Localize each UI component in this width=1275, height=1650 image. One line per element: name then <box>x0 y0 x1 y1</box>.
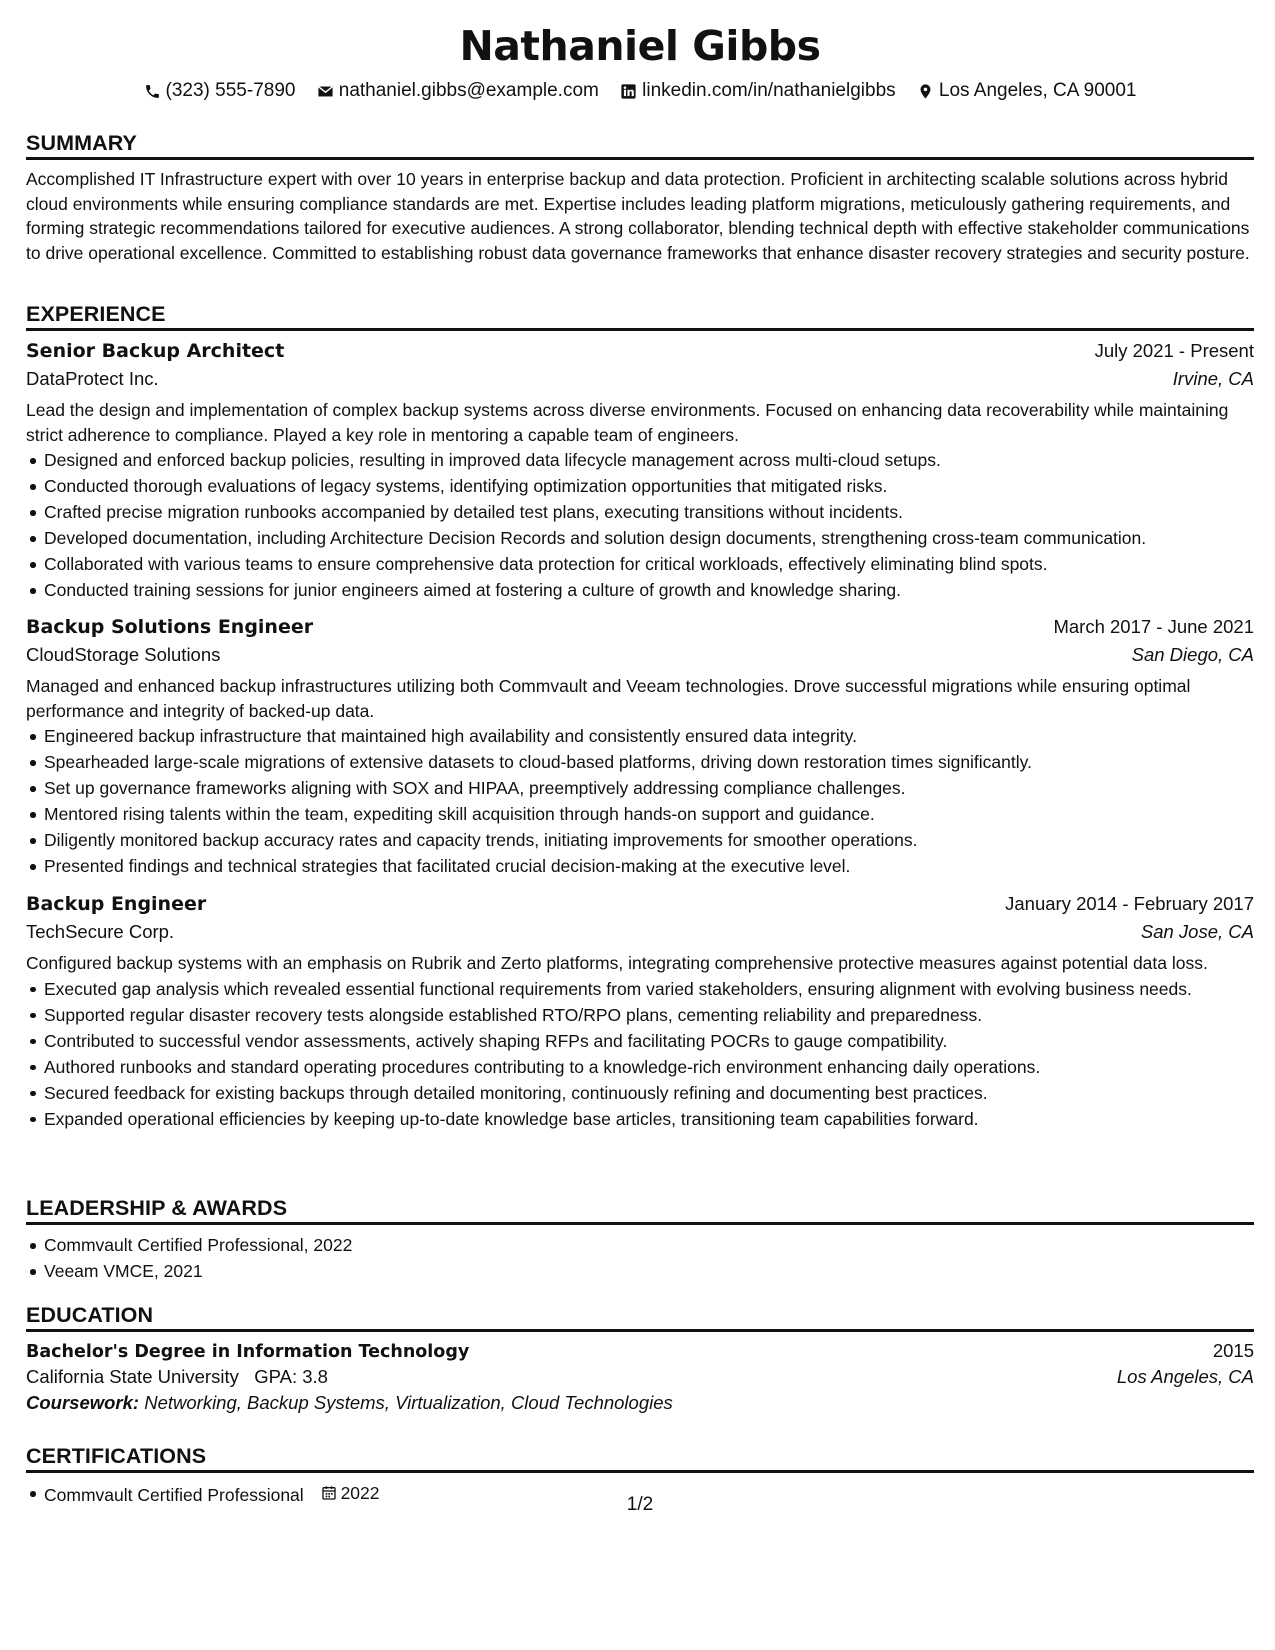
degree-title: Bachelor's Degree in Information Technology <box>26 1342 470 1362</box>
summary-section <box>26 129 1254 265</box>
company-name: CloudStorage Solutions <box>26 644 221 665</box>
job-entry <box>26 340 1254 604</box>
list-item: Crafted precise migration runbooks accompanied by detailed test plans, executing transitions without incidents. <box>26 500 1254 524</box>
list-item: Collaborated with various teams to ensure comprehensive data protection for critical workloads, effectively eliminating blind spots. <box>26 552 1254 576</box>
section-title: EDUCATION <box>26 1301 1254 1332</box>
list-item: Conducted training sessions for junior engineers aimed at fostering a culture of growth and knowledge sharing. <box>26 578 1254 602</box>
job-description: Managed and enhanced backup infrastructures utilizing both Commvault and Veeam technologies. Drove successful migrations while ensuring optimal performance and integrity of backed-up data. <box>26 676 1191 721</box>
section-title: CERTIFICATIONS <box>26 1442 1254 1473</box>
job-entry <box>26 893 1254 1133</box>
coursework-list: Networking, Backup Systems, Virtualization, Cloud Technologies <box>144 1392 673 1413</box>
graduation-year: 2015 <box>1212 1340 1254 1361</box>
list-item: Veeam VMCE, 2021 <box>26 1259 1254 1283</box>
job-title: Backup Engineer <box>26 893 207 915</box>
school-location: Los Angeles, CA <box>1116 1366 1254 1387</box>
coursework-label: Coursework: <box>26 1392 140 1413</box>
location-text: Los Angeles, CA 90001 <box>938 80 1137 101</box>
list-item: Commvault Certified Professional, 2022 <box>26 1233 1254 1257</box>
list-item: Executed gap analysis which revealed essential functional requirements from varied stakeholders, ensuring alignment with evolving business needs. <box>26 977 1254 1001</box>
company-name: TechSecure Corp. <box>26 921 175 942</box>
email-text: nathaniel.gibbs@example.com <box>338 80 599 101</box>
envelope-icon <box>317 83 334 100</box>
list-item: Secured feedback for existing backups through detailed monitoring, continuously refining and documenting best practices. <box>26 1081 1254 1105</box>
linkedin-text: linkedin.com/in/nathanielgibbs <box>642 80 896 101</box>
list-item: Supported regular disaster recovery tests alongside established RTO/RPO plans, cementing reliability and preparedness. <box>26 1003 1254 1027</box>
job-bullets <box>26 977 1254 1131</box>
gpa: GPA: 3.8 <box>254 1366 328 1387</box>
coursework <box>26 1392 1254 1414</box>
section-title: EXPERIENCE <box>26 300 1254 331</box>
job-location: San Jose, CA <box>1140 921 1254 942</box>
certification-name: Commvault Certified Professional <box>44 1485 304 1505</box>
phone-text: (323) 555-7890 <box>165 80 296 101</box>
list-item: Developed documentation, including Architecture Decision Records and solution design documents, strengthening cross-team communication. <box>26 526 1254 550</box>
contact-linkedin[interactable] <box>620 80 896 102</box>
list-item: Authored runbooks and standard operating procedures contributing to a knowledge-rich environment enhancing daily operations. <box>26 1055 1254 1079</box>
summary-text: Accomplished IT Infrastructure expert with over 10 years in enterprise backup and data protection. Proficient in architecting scalable solutions across hybrid cloud environments while ensuring compliance standards are met. Expertise includes leading platform migrations, meticulously gathering requirements, and forming strategic recommendations tailored for executive audiences. A strong collaborator, blending technical depth with effective stakeholder communications to drive operational excellence. Committed to establishing robust data governance frameworks that enhance disaster recovery strategies and security posture. <box>26 169 1250 263</box>
list-item: Engineered backup infrastructure that maintained high availability and consistently ensured data integrity. <box>26 724 1254 748</box>
list-item: Spearheaded large-scale migrations of extensive datasets to cloud-based platforms, driving down restoration times significantly. <box>26 750 1254 774</box>
job-title: Backup Solutions Engineer <box>26 616 314 638</box>
contact-phone <box>144 80 296 102</box>
list-item: Conducted thorough evaluations of legacy systems, identifying optimization opportunities that mitigated risks. <box>26 474 1254 498</box>
experience-section <box>26 300 1254 331</box>
page-number: 1/2 <box>626 1494 654 1515</box>
leadership-section <box>26 1194 1254 1285</box>
job-description: Configured backup systems with an emphasis on Rubrik and Zerto platforms, integrating comprehensive protective measures against potential data loss. <box>26 953 1208 973</box>
job-entry <box>26 616 1254 880</box>
job-description: Lead the design and implementation of complex backup systems across diverse environments. Focused on enhancing data recoverability while maintaining strict adherence to compliance. Played a key role in mentoring a capable team of engineers. <box>26 400 1229 445</box>
job-bullets <box>26 724 1254 878</box>
education-section <box>26 1301 1254 1414</box>
list-item: Contributed to successful vendor assessments, actively shaping RFPs and facilitating POCRs to gauge compatibility. <box>26 1029 1254 1053</box>
job-dates: July 2021 - Present <box>1094 340 1254 361</box>
list-item: Diligently monitored backup accuracy rates and capacity trends, initiating improvements for smoother operations. <box>26 828 1254 852</box>
school-line <box>26 1366 328 1388</box>
list-item: Set up governance frameworks aligning with SOX and HIPAA, preemptively addressing compliance challenges. <box>26 776 1254 800</box>
contact-location <box>917 80 1137 102</box>
job-location: San Diego, CA <box>1131 644 1254 665</box>
job-bullets <box>26 448 1254 602</box>
section-title: SUMMARY <box>26 129 1254 160</box>
job-dates: January 2014 - February 2017 <box>1005 893 1254 914</box>
map-pin-icon <box>917 83 934 100</box>
job-title: Senior Backup Architect <box>26 340 285 362</box>
list-item: Expanded operational efficiencies by keeping up-to-date knowledge base articles, transitioning team capabilities forward. <box>26 1107 1254 1131</box>
school-name: California State University <box>26 1366 239 1387</box>
contact-bar <box>26 80 1254 106</box>
company-name: DataProtect Inc. <box>26 368 159 389</box>
job-location: Irvine, CA <box>1172 368 1254 389</box>
phone-icon <box>144 83 161 100</box>
list-item: Mentored rising talents within the team, expediting skill acquisition through hands-on support and guidance. <box>26 802 1254 826</box>
list-item: Designed and enforced backup policies, resulting in improved data lifecycle management across multi-cloud setups. <box>26 448 1254 472</box>
candidate-name: Nathaniel Gibbs <box>459 22 821 70</box>
list-item: Presented findings and technical strategies that facilitated crucial decision-making at the executive level. <box>26 854 1254 878</box>
job-dates: March 2017 - June 2021 <box>1053 616 1254 637</box>
certification-year: 2022 <box>340 1483 380 1503</box>
contact-email[interactable] <box>317 80 599 102</box>
resume-page <box>26 0 1254 1650</box>
linkedin-icon <box>620 83 637 100</box>
section-title: LEADERSHIP & AWARDS <box>26 1194 1254 1225</box>
awards-list <box>26 1233 1254 1283</box>
